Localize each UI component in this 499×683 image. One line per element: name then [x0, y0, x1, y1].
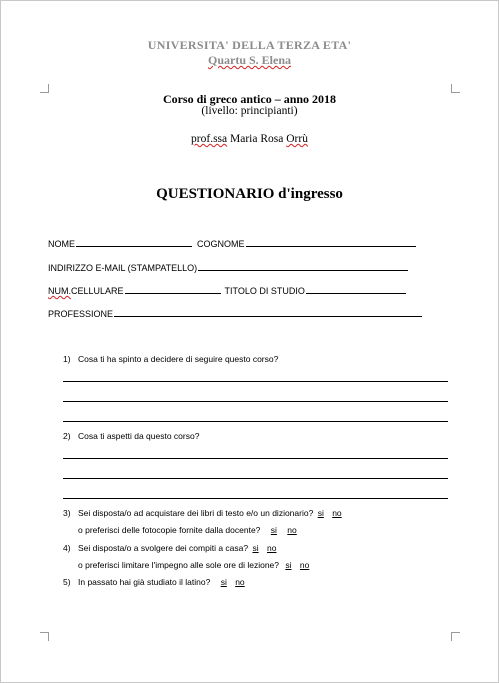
cellulare-label: CELLULARE — [71, 286, 124, 296]
titolo-label: TITOLO DI STUDIO — [224, 286, 305, 296]
answer-line[interactable] — [63, 478, 448, 479]
answer-si[interactable]: si — [317, 508, 324, 518]
row-profession — [48, 307, 422, 319]
answer-no[interactable]: no — [235, 577, 245, 587]
course-level: (livello: principianti) — [201, 105, 298, 117]
question-4b-label: o preferisci limitare l'impegno alle sole ore di lezione? — [78, 560, 279, 570]
question-3-label: Sei disposta/o ad acquistare dei libri di testo e/o un dizionario? — [78, 508, 314, 518]
titolo-field[interactable] — [306, 284, 406, 294]
cellulare-field[interactable] — [125, 284, 221, 294]
question-number: 3) — [63, 508, 71, 518]
city-name — [0, 53, 499, 68]
margin-corner-mark — [451, 632, 460, 641]
question-1-text: Cosa ti ha spinto a decidere di seguire questo corso? — [78, 354, 279, 364]
question-number: 5) — [63, 577, 71, 587]
question-5-label: In passato hai già studiato il latino? — [78, 577, 211, 587]
question-5-text — [78, 577, 245, 587]
nome-label: NOME — [48, 239, 75, 249]
answer-no[interactable]: no — [299, 560, 310, 570]
answer-line[interactable] — [63, 458, 448, 459]
question-4-text — [78, 543, 276, 553]
question-number: 4) — [63, 543, 71, 553]
answer-si[interactable]: si — [270, 525, 277, 535]
margin-corner-mark — [40, 632, 49, 641]
university-name: UNIVERSITA' DELLA TERZA ETA' — [147, 38, 352, 52]
answer-line[interactable] — [63, 381, 448, 382]
answer-line[interactable] — [63, 498, 448, 499]
question-2-text: Cosa ti aspetti da questo corso? — [78, 431, 200, 441]
answer-line[interactable] — [63, 401, 448, 402]
question-4-label: Sei disposta/o a svolgere dei compiti a casa? — [78, 543, 249, 553]
cognome-field[interactable] — [246, 237, 416, 247]
professione-label: PROFESSIONE — [48, 309, 114, 319]
professor-name — [0, 133, 499, 145]
row-name — [48, 237, 416, 249]
question-number: 1) — [63, 354, 71, 364]
professione-field[interactable] — [114, 307, 422, 317]
row-email — [48, 261, 408, 273]
question-3-text — [78, 508, 342, 518]
answer-si[interactable]: si — [252, 543, 259, 553]
answer-no[interactable]: no — [267, 543, 277, 553]
questionnaire-title: QUESTIONARIO d'ingresso — [156, 186, 343, 202]
question-number: 2) — [63, 431, 71, 441]
answer-no[interactable]: no — [287, 525, 297, 535]
prof-surname: Orrù — [286, 133, 308, 145]
cellulare-prefix: NUM. — [48, 286, 71, 296]
nome-field[interactable] — [76, 237, 192, 247]
prof-prefix: prof.ssa — [191, 133, 228, 145]
email-field[interactable] — [198, 261, 408, 271]
email-label: INDIRIZZO E-MAIL (STAMPATELLO) — [48, 263, 198, 273]
question-3b-label: o preferisci delle fotocopie fornite dalla docente? — [78, 525, 261, 535]
answer-si[interactable]: si — [220, 577, 227, 587]
row-phone — [48, 284, 406, 296]
question-4b-text — [78, 560, 309, 570]
answer-line[interactable] — [63, 421, 448, 422]
prof-name: Maria Rosa — [227, 133, 287, 145]
course-title: Corso di greco antico – anno 2018 — [162, 92, 337, 106]
answer-si[interactable]: si — [285, 560, 292, 570]
city-text: Quartu S. Elena — [207, 53, 291, 67]
cognome-label: COGNOME — [197, 239, 245, 249]
answer-no[interactable]: no — [332, 508, 342, 518]
question-3b-text — [78, 525, 297, 535]
